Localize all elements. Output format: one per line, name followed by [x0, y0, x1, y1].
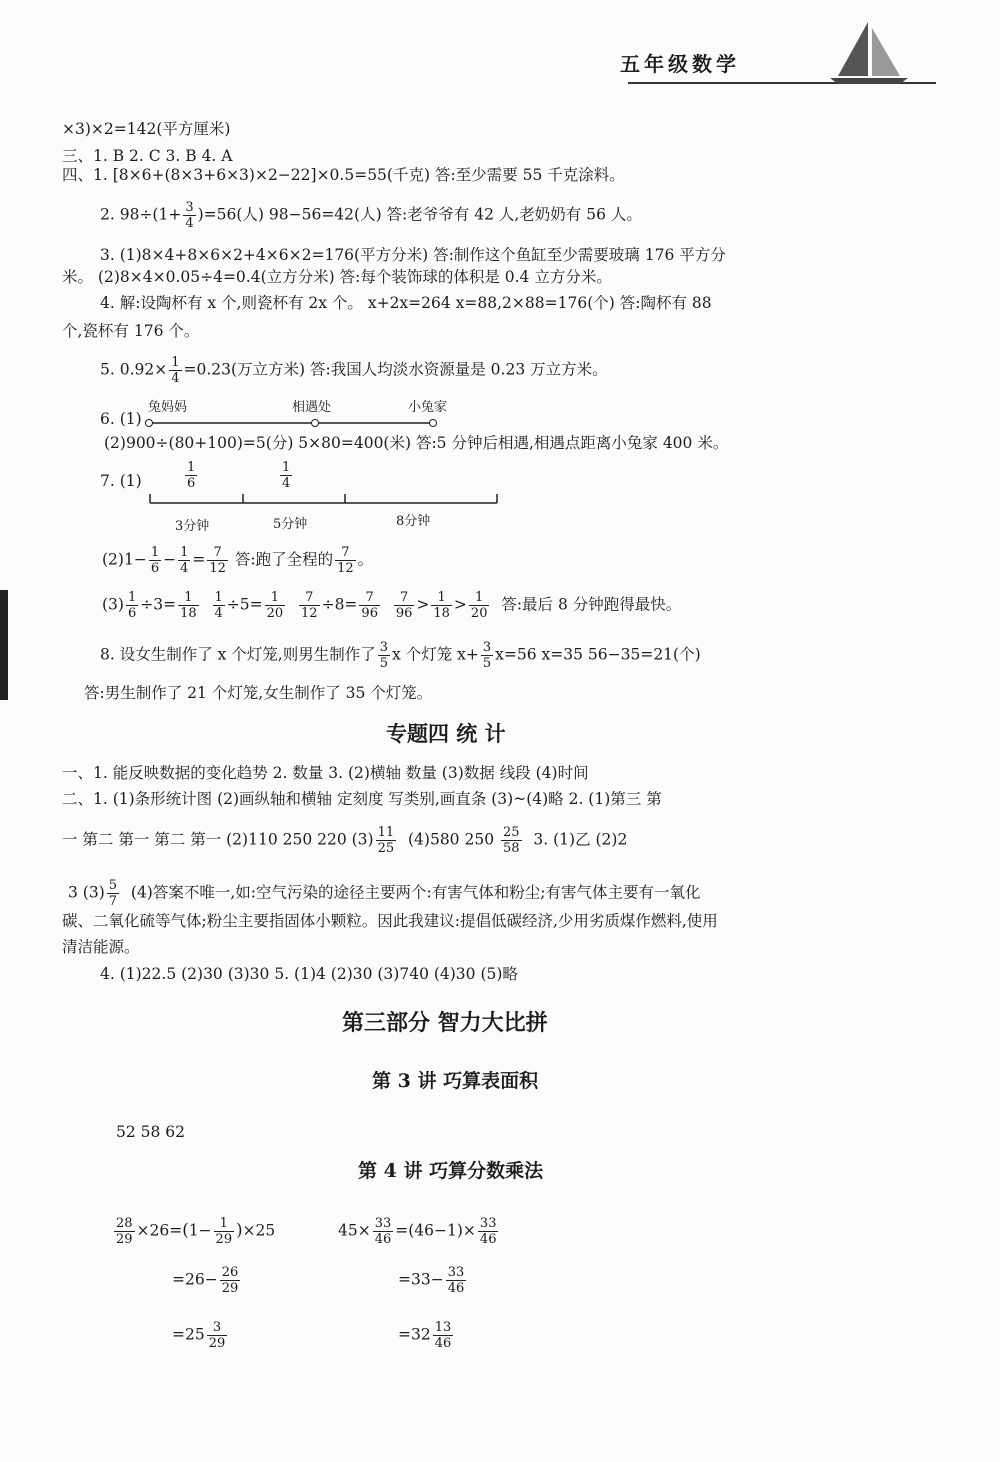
- text-line: (3) $\frac{1}{6}$ ÷3= $\frac{1}{18}$ $\frac{1}{4}$ ÷5= $\frac{1}{20}$ $\frac{7}{12}$ ÷8= $\frac{7}{96}$ $\frac{7}{96}$ > $\frac{1}{18}$ > $\frac{1}{20}$ 答:最后 8 分钟跑得最快。: [102, 590, 682, 621]
- text-line: 三、1. B 2. C 3. B 4. A: [62, 147, 233, 165]
- text-line: 3. (1)8×4+8×6×2+4×6×2=176(平方分米) 答:制作这个鱼缸至少需要玻璃 176 平方分: [100, 246, 726, 264]
- text-line: 3 (3) $\frac{5}{7}$ (4)答案不唯一,如:空气污染的途径主要两个:有害气体和粉尘;有害气体主要有一氧化: [68, 878, 701, 909]
- calc-line: =25 $\frac{3}{29}$: [172, 1320, 226, 1351]
- diagram-fraction: $\frac{1}{4}$: [282, 460, 291, 491]
- calc-line: $\frac{28}{29}$ ×26=(1− $\frac{1}{29}$ )×25: [116, 1216, 276, 1247]
- text-line: 8. 设女生制作了 x 个灯笼,则男生制作了 $\frac{3}{5}$ x 个灯笼 x+ $\frac{3}{5}$ x=56 x=35 56−35=21(个): [100, 640, 701, 671]
- text-segment: )=56(人) 98−56=42(人) 答:老爷爷有 42 人,老奶奶有 56 人。: [197, 205, 642, 224]
- distance-diagram: [145, 416, 445, 430]
- text-line: 个,瓷杯有 176 个。: [62, 322, 200, 340]
- part-heading: 第三部分 智力大比拼: [342, 1010, 548, 1036]
- diagram-fraction: $\frac{1}{6}$: [187, 460, 196, 491]
- fraction: $\frac{3}{4}$: [185, 200, 194, 231]
- text-segment: 5. 0.92×: [100, 360, 168, 379]
- sailboat-icon: [808, 18, 928, 84]
- text-line: [100, 200, 642, 231]
- text-line: (2)1− $\frac{1}{6}$ − $\frac{1}{4}$ = $\frac{7}{12}$ 答:跑了全程的 $\frac{7}{12}$ 。: [102, 545, 374, 576]
- fraction: $\frac{1}{4}$: [171, 355, 180, 386]
- text-line: ×3)×2=142(平方厘米): [62, 120, 231, 138]
- text-line: 碳、二氧化硫等气体;粉尘主要指固体小颗粒。因此我建议:提倡低碳经济,少用劣质煤作燃料,使用: [62, 912, 718, 930]
- calc-line: =33− $\frac{33}{46}$: [398, 1265, 465, 1296]
- diagram-label: 3分钟: [175, 519, 210, 534]
- text-line: 4. 解:设陶杯有 x 个,则瓷杯有 2x 个。 x+2x=264 x=88,2×88=176(个) 答:陶杯有 88: [100, 294, 712, 312]
- text-segment: 2. 98÷(1+: [100, 205, 182, 224]
- text-line: 4. (1)22.5 (2)30 (3)30 5. (1)4 (2)30 (3)740 (4)30 (5)略: [100, 965, 518, 983]
- text-line: 52 58 62: [116, 1123, 186, 1141]
- calc-line: =26− $\frac{26}{29}$: [172, 1265, 239, 1296]
- text-line: 答:男生制作了 21 个灯笼,女生制作了 35 个灯笼。: [84, 684, 433, 702]
- diagram-label: 相遇处: [292, 400, 332, 415]
- text-line: 一、1. 能反映数据的变化趋势 2. 数量 3. (2)横轴 数量 (3)数据 线段 (4)时间: [62, 764, 589, 782]
- lecture-heading: 第 3 讲 巧算表面积: [372, 1070, 539, 1092]
- running-diagram: [145, 488, 505, 512]
- text-line: (2)900÷(80+100)=5(分) 5×80=400(米) 答:5 分钟后相遇,相遇点距离小兔家 400 米。: [104, 434, 729, 452]
- diagram-label: 5分钟: [273, 517, 308, 532]
- text-segment: =0.23(万立方米) 答:我国人均淡水资源量是 0.23 万立方米。: [183, 360, 608, 379]
- diagram-label: 兔妈妈: [148, 400, 188, 415]
- text-line: 清洁能源。: [62, 938, 140, 956]
- text-line: 一 第二 第一 第二 第一 (2)110 250 220 (3) $\frac{11}{25}$ (4)580 250 $\frac{25}{58}$ 3. (1)乙 (2)2: [62, 825, 628, 856]
- diagram-label: 小兔家: [408, 400, 448, 415]
- text-line: 四、1. [8×6+(8×3+6×3)×2−22]×0.5=55(千克) 答:至少需要 55 千克涂料。: [62, 166, 625, 184]
- section-heading: 专题四 统 计: [386, 721, 506, 746]
- text-line: 6. (1): [100, 410, 142, 428]
- text-line: [100, 355, 608, 386]
- calc-line: =32 $\frac{13}{46}$: [398, 1320, 452, 1351]
- binding-shadow: [0, 590, 8, 700]
- diagram-label: 8分钟: [396, 514, 431, 529]
- page-header-title: 五年级数学: [620, 52, 740, 76]
- text-line: 二、1. (1)条形统计图 (2)画纵轴和横轴 定刻度 写类别,画直条 (3)~(4)略 2. (1)第三 第: [62, 790, 662, 808]
- text-line: 7. (1): [100, 472, 142, 490]
- lecture-heading: 第 4 讲 巧算分数乘法: [358, 1160, 544, 1182]
- calc-line: 45× $\frac{33}{46}$ =(46−1)× $\frac{33}{46}$: [338, 1216, 497, 1247]
- text-line: 米。 (2)8×4×0.05÷4=0.4(立方分米) 答:每个装饰球的体积是 0.4 立方分米。: [62, 268, 612, 286]
